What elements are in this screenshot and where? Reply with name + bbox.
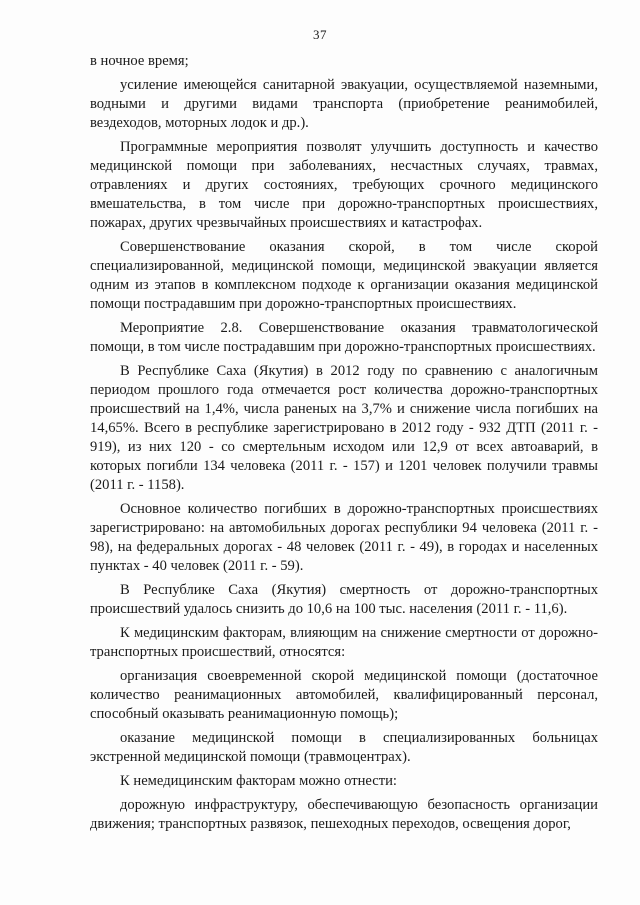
document-body (90, 52, 598, 839)
paragraph: организация своевременной скорой медицинской помощи (достаточное количество реанимационных автомобилей, квалифицированный персонал, способный оказывать реанимационную помощь); (90, 668, 598, 722)
paragraph: усиление имеющейся санитарной эвакуации, осуществляемой наземными, водными и другими видами транспорта (приобретение реанимобилей, вездеходов, моторных лодок и др.). (90, 77, 598, 131)
paragraph: Основное количество погибших в дорожно-транспортных происшествиях зарегистрировано: на автомобильных дорогах республики 94 человека (2011 г. - 98), на федеральных дорогах - 48 человек (2011 г. - 49), в городах и населенных пунктах - 40 человек (2011 г. - 59). (90, 501, 598, 574)
paragraph: оказание медицинской помощи в специализированных больницах экстренной медицинской помощи (травмоцентрах). (90, 730, 598, 765)
paragraph: В Республике Саха (Якутия) смертность от дорожно-транспортных происшествий удалось снизить до 10,6 на 100 тыс. населения (2011 г. - 11,6). (90, 582, 598, 617)
paragraph: К немедицинским факторам можно отнести: (120, 773, 397, 789)
paragraph: В Республике Саха (Якутия) в 2012 году по сравнению с аналогичным периодом прошлого года отмечается рост количества дорожно-транспортных происшествий на 1,4%, числа раненых на 3,7% и снижение числа погибших на 14,65%. Всего в республике зарегистрировано в 2012 году - 932 ДТП (2011 г. - 919), из них 120 - со смертельным исходом или 12,9 от всех автоаварий, в которых погибли 134 человека (2011 г. - 157) и 1201 человек получили травмы (2011 г. - 1158). (90, 363, 598, 493)
paragraph: Мероприятие 2.8. Совершенствование оказания травматологической помощи, в том числе пострадавшим при дорожно-транспортных происшествиях. (90, 320, 598, 355)
paragraph: дорожную инфраструктуру, обеспечивающую безопасность организации движения; транспортных развязок, пешеходных переходов, освещения дорог, (90, 797, 598, 832)
paragraph: Программные мероприятия позволят улучшить доступность и качество медицинской помощи при заболеваниях, несчастных случаях, травмах, отравлениях и других состояниях, требующих срочного медицинского вмешательства, в том числе при дорожно-транспортных происшествиях, пожарах, других чрезвычайных происшествиях и катастрофах. (90, 139, 598, 231)
paragraph: в ночное время; (90, 53, 189, 69)
paragraph: К медицинским факторам, влияющим на снижение смертности от дорожно-транспортных происшествий, относятся: (90, 625, 598, 660)
page-number: 37 (313, 27, 327, 42)
paragraph: Совершенствование оказания скорой, в том числе скорой специализированной, медицинской помощи, медицинской эвакуации является одним из этапов в комплексном подходе к организации оказания медицинской помощи пострадавшим при дорожно-транспортных происшествиях. (90, 239, 598, 312)
